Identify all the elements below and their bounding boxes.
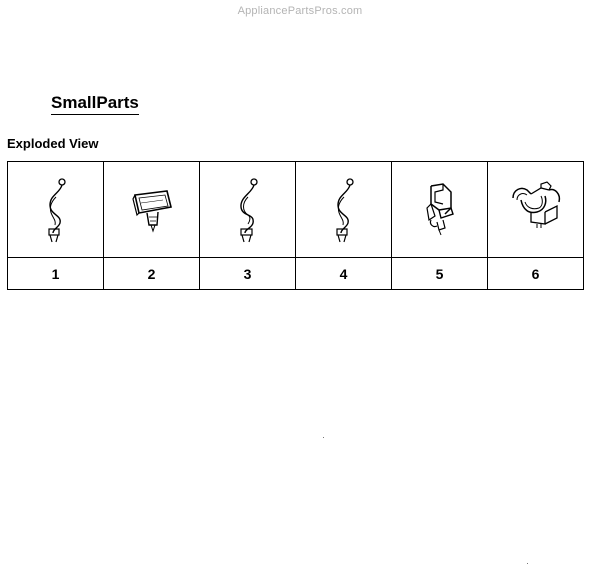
page-title: SmallParts [51,93,139,115]
wire-clip-icon [228,175,268,245]
part-number-6[interactable]: 6 [488,258,584,290]
scan-speck [527,563,528,564]
part-number-4[interactable]: 4 [296,258,392,290]
scan-speck [323,437,324,438]
watermark: AppliancePartsPros.com [237,5,363,17]
parts-table [7,161,584,290]
part-number-2[interactable]: 2 [104,258,200,290]
part-3-image-cell[interactable] [200,162,296,258]
parts-image-row [8,162,584,258]
part-2-image-cell[interactable] [104,162,200,258]
square-clamp-icon [417,180,463,240]
wire-clip-icon [36,175,76,245]
part-number-3[interactable]: 3 [200,258,296,290]
parts-number-row [8,258,584,290]
part-6-image-cell[interactable] [488,162,584,258]
tube-clamp-icon [507,180,565,240]
part-5-image-cell[interactable] [392,162,488,258]
part-number-1[interactable]: 1 [8,258,104,290]
section-title: Exploded View [7,136,99,151]
part-number-5[interactable]: 5 [392,258,488,290]
wire-clip-icon [324,175,364,245]
part-1-image-cell[interactable] [8,162,104,258]
part-4-image-cell[interactable] [296,162,392,258]
frame-clip-icon [127,185,177,235]
